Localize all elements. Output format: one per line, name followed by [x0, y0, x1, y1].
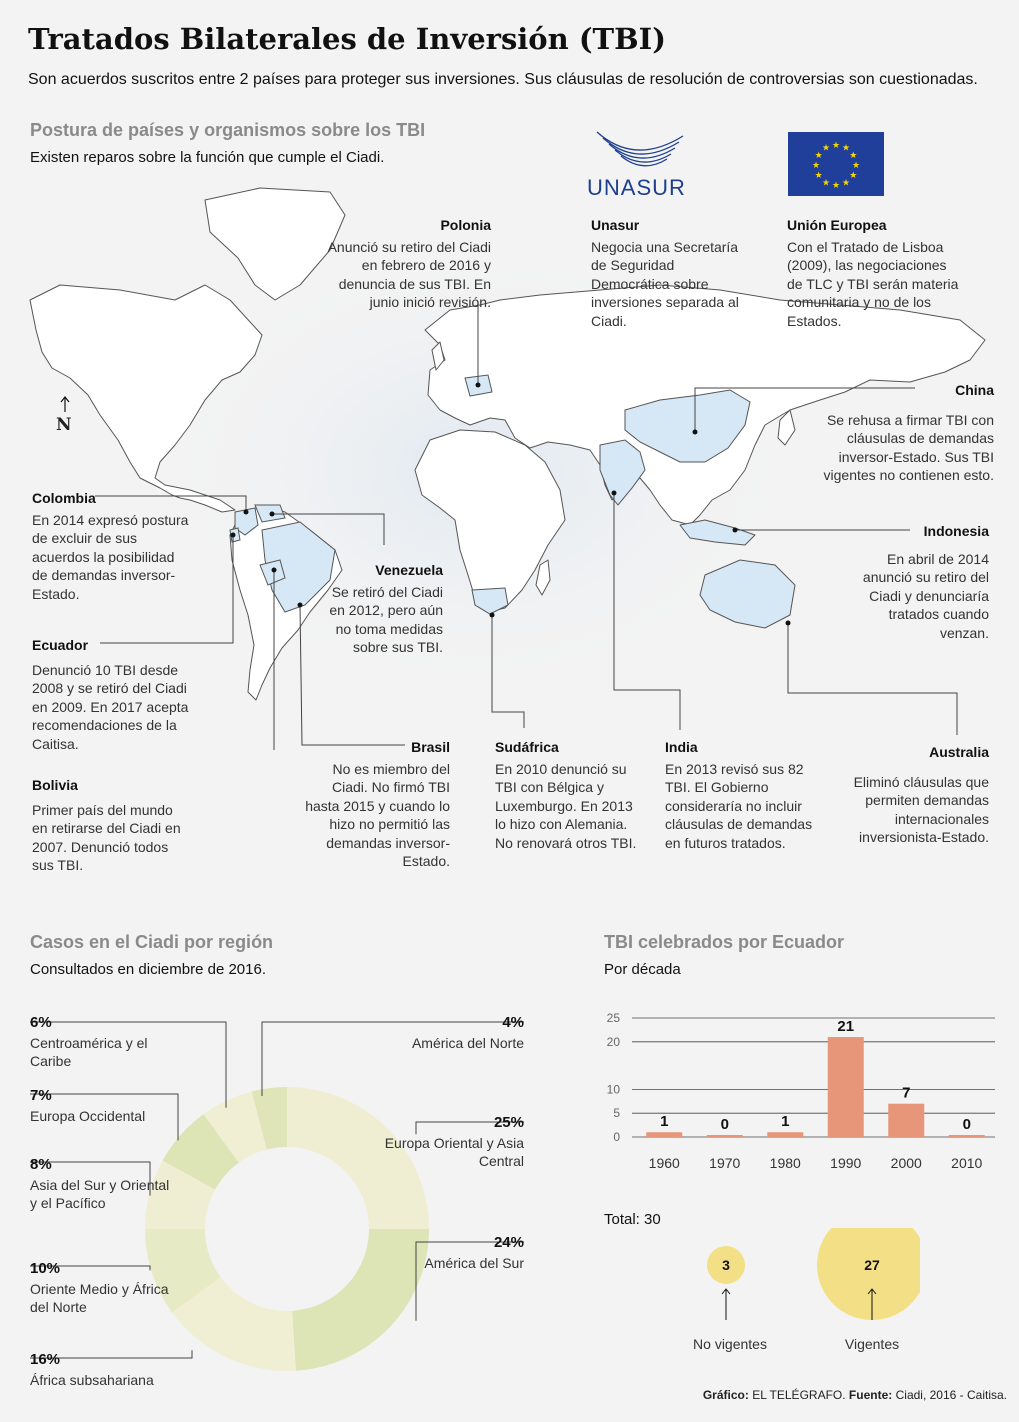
- bar: [949, 1135, 985, 1137]
- bar: [828, 1037, 864, 1137]
- annotation-bolivia-title: Bolivia: [32, 777, 78, 793]
- donut-label-pct: 7%: [30, 1087, 52, 1104]
- bar-chart: [590, 1005, 1010, 1180]
- annotation-australia: [839, 743, 989, 847]
- donut-label-pct: 25%: [493, 1114, 524, 1131]
- annotation-polonia-title: Polonia: [440, 217, 491, 233]
- bubble-no-vigentes-label: No vigentes: [693, 1336, 767, 1352]
- bar-category-label: 2000: [890, 1155, 922, 1171]
- donut-label-name: Centroamérica y el Caribe: [30, 1035, 148, 1069]
- bubble-chart: [690, 1228, 920, 1328]
- eu-star-icon: ★: [814, 150, 823, 160]
- annotation-sudafrica-title: Sudáfrica: [495, 739, 559, 755]
- donut-label-name: África subsahariana: [30, 1372, 154, 1388]
- donut-label-name: América del Sur: [424, 1255, 524, 1271]
- annotation-ue-text: Con el Tratado de Lisboa (2009), las negociaciones de TLC y TBI serán materia comunitaria y no de los Estados.: [787, 238, 959, 329]
- annotation-brasil-text: No es miembro del Ciadi. No firmó TBI hasta 2015 y cuando lo hizo no permitió las demandas inversor-Estado.: [305, 760, 450, 869]
- donut-label: [30, 1156, 180, 1212]
- annotation-unasur-title: Unasur: [591, 217, 640, 233]
- eu-star-icon: ★: [841, 177, 851, 188]
- total-label: Total: 30: [604, 1211, 661, 1228]
- annotation-australia-text: Eliminó cláusulas que permiten demandas internacionales inversionista-Estado.: [853, 773, 989, 845]
- credits-fuente-label: Fuente:: [848, 1388, 893, 1402]
- bar: [888, 1104, 924, 1137]
- annotation-sudafrica: [495, 738, 640, 852]
- annotation-venezuela-title: Venezuela: [375, 562, 443, 578]
- bar-ytick-label: 25: [606, 1011, 620, 1025]
- bar-category-label: 1970: [709, 1155, 741, 1171]
- annotation-china-text: Se rehusa a firmar TBI con cláusulas de demandas inversor-Estado. Sus TBI vigentes no contienen esto.: [823, 411, 994, 483]
- annotation-australia-title: Australia: [929, 744, 989, 760]
- bar-value-label: 1: [660, 1113, 669, 1131]
- bar-section-title: TBI celebrados por Ecuador: [604, 932, 845, 952]
- annotation-unasur-text: Negocia una Secretaría de Seguridad Democrática sobre inversiones separada al Ciadi.: [591, 238, 739, 329]
- bubble-vigentes-value: 27: [864, 1257, 880, 1273]
- unasur-logo-text: UNASUR: [587, 175, 686, 200]
- eu-star-icon: ★: [811, 160, 821, 170]
- bar: [767, 1132, 803, 1137]
- donut-label: [384, 1114, 524, 1170]
- annotation-brasil: [295, 738, 450, 871]
- annotation-ue-title: Unión Europea: [787, 217, 887, 233]
- bar-value-label: 7: [902, 1084, 911, 1102]
- eu-star-icon: ★: [814, 170, 823, 180]
- annotation-indonesia: [839, 522, 989, 642]
- credits: [703, 1388, 1007, 1402]
- annotation-polonia-text: Anunció su retiro del Ciadi en febrero de 2016 y denuncia de sus TBI. En junio inició revisión.: [327, 238, 491, 310]
- eu-star-icon: ★: [841, 142, 851, 153]
- eu-star-icon: ★: [831, 180, 841, 190]
- donut-label-pct: 10%: [30, 1260, 61, 1277]
- bar-ytick-label: 20: [606, 1034, 620, 1049]
- donut-label: [30, 1087, 180, 1125]
- annotation-ecuador-text: Denunció 10 TBI desde 2008 y se retiró del Ciadi en 2009. En 2017 acepta recomendaciones de la Caitisa.: [32, 661, 189, 752]
- eu-star-icon: ★: [849, 170, 858, 180]
- annotation-indonesia-title: Indonesia: [923, 523, 989, 539]
- annotation-polonia: [311, 216, 491, 312]
- donut-label-pct: 6%: [30, 1014, 52, 1031]
- bar-value-label: 1: [781, 1113, 790, 1131]
- bubble-vigentes-label: Vigentes: [844, 1336, 900, 1352]
- page-subtitle: Son acuerdos suscritos entre 2 países para proteger sus inversiones. Sus cláusulas de resolución de controversias son cuestionadas.: [28, 71, 978, 88]
- map-section-title: Postura de países y organismos sobre los TBI: [30, 120, 426, 140]
- bar-ytick-label: 0: [613, 1130, 620, 1144]
- annotation-bolivia-text: Primer país del mundo en retirarse del Ciadi en 2007. Denunció todos sus TBI.: [32, 801, 181, 873]
- annotation-sudafrica-text: En 2010 denunció su TBI con Bélgica y Luxemburgo. En 2013 lo hizo con Alemania. No renovará otros TBI.: [495, 760, 637, 851]
- eu-flag-icon: [788, 132, 884, 196]
- donut-label-name: Europa Oriental y Asia Central: [384, 1135, 524, 1169]
- credits-fuente: Ciadi, 2016 - Caitisa.: [895, 1388, 1007, 1402]
- bubble-no-vigentes-value: 3: [722, 1257, 730, 1273]
- credits-grafico-label: Gráfico:: [702, 1388, 749, 1402]
- bubble-vigentes: [817, 1228, 920, 1320]
- bar: [707, 1135, 743, 1137]
- bar-section-subtitle: Por década: [604, 961, 681, 978]
- annotation-unasur: [591, 216, 751, 330]
- annotation-india-text: En 2013 revisó sus 82 TBI. El Gobierno consideraría no incluir cláusulas de demandas en futuros tratados.: [665, 760, 813, 851]
- bar-category-label: 1980: [769, 1155, 801, 1171]
- donut-label-name: Oriente Medio y África del Norte: [30, 1281, 169, 1315]
- annotation-india: [665, 738, 815, 852]
- north-label: N: [56, 415, 72, 435]
- annotation-colombia: [32, 489, 192, 603]
- annotation-india-title: India: [665, 739, 698, 755]
- eu-star-icon: ★: [821, 142, 831, 153]
- donut-label: [30, 1260, 180, 1316]
- annotation-indonesia-text: En abril de 2014 anunció su retiro del Ciadi y denunciaría tratados cuando venzan.: [862, 550, 989, 641]
- donut-label-pct: 4%: [502, 1014, 524, 1031]
- annotation-china: [809, 381, 994, 485]
- donut-label-pct: 16%: [30, 1351, 61, 1368]
- eu-star-icon: ★: [831, 140, 841, 150]
- annotation-brasil-title: Brasil: [411, 739, 450, 755]
- eu-star-icon: ★: [821, 177, 831, 188]
- donut-label-name: América del Norte: [411, 1035, 524, 1051]
- annotation-venezuela: [323, 561, 443, 657]
- donut-label-name: Europa Occidental: [30, 1108, 146, 1124]
- bar-ytick-label: 5: [613, 1106, 620, 1121]
- annotation-ecuador-title: Ecuador: [32, 637, 89, 653]
- unasur-logo-icon: [595, 126, 685, 176]
- eu-star-icon: ★: [849, 150, 858, 160]
- annotation-china-title: China: [955, 382, 994, 398]
- donut-label-pct: 24%: [493, 1234, 524, 1251]
- bar-category-label: 1960: [648, 1155, 680, 1171]
- annotation-ecuador: [32, 636, 202, 753]
- annotation-venezuela-text: Se retiró del Ciadi en 2012, pero aún no toma medidas sobre sus TBI.: [329, 583, 443, 655]
- north-arrow-icon: [61, 397, 69, 412]
- bar-category-label: 2010: [951, 1155, 983, 1171]
- page-title: Tratados Bilaterales de Inversión (TBI): [28, 22, 666, 56]
- bar: [646, 1132, 682, 1137]
- credits-grafico: EL TELÉGRAFO.: [752, 1388, 846, 1402]
- annotation-colombia-text: En 2014 expresó postura de excluir de sus acuerdos la posibilidad de demandas inversor-Estado.: [32, 511, 189, 602]
- annotation-ue: [787, 216, 962, 330]
- bar-category-label: 1990: [830, 1155, 862, 1171]
- donut-label: [384, 1014, 524, 1052]
- donut-label-name: Asia del Sur y Oriental y el Pacífico: [30, 1177, 170, 1211]
- donut-label: [30, 1014, 180, 1070]
- bar-value-label: 0: [720, 1116, 729, 1133]
- donut-label: [384, 1234, 524, 1272]
- donut-section-title: Casos en el Ciadi por región: [30, 932, 274, 952]
- bar-value-label: 0: [962, 1116, 971, 1133]
- annotation-bolivia: [32, 776, 192, 875]
- bar-value-label: 21: [837, 1018, 855, 1036]
- bar-ytick-label: 10: [606, 1082, 620, 1097]
- donut-label: [30, 1351, 180, 1389]
- annotation-colombia-title: Colombia: [32, 490, 96, 506]
- donut-label-pct: 8%: [30, 1156, 52, 1173]
- map-section-subtitle: Existen reparos sobre la función que cumple el Ciadi.: [30, 149, 385, 166]
- eu-star-icon: ★: [851, 160, 861, 170]
- donut-section-subtitle: Consultados en diciembre de 2016.: [30, 961, 266, 978]
